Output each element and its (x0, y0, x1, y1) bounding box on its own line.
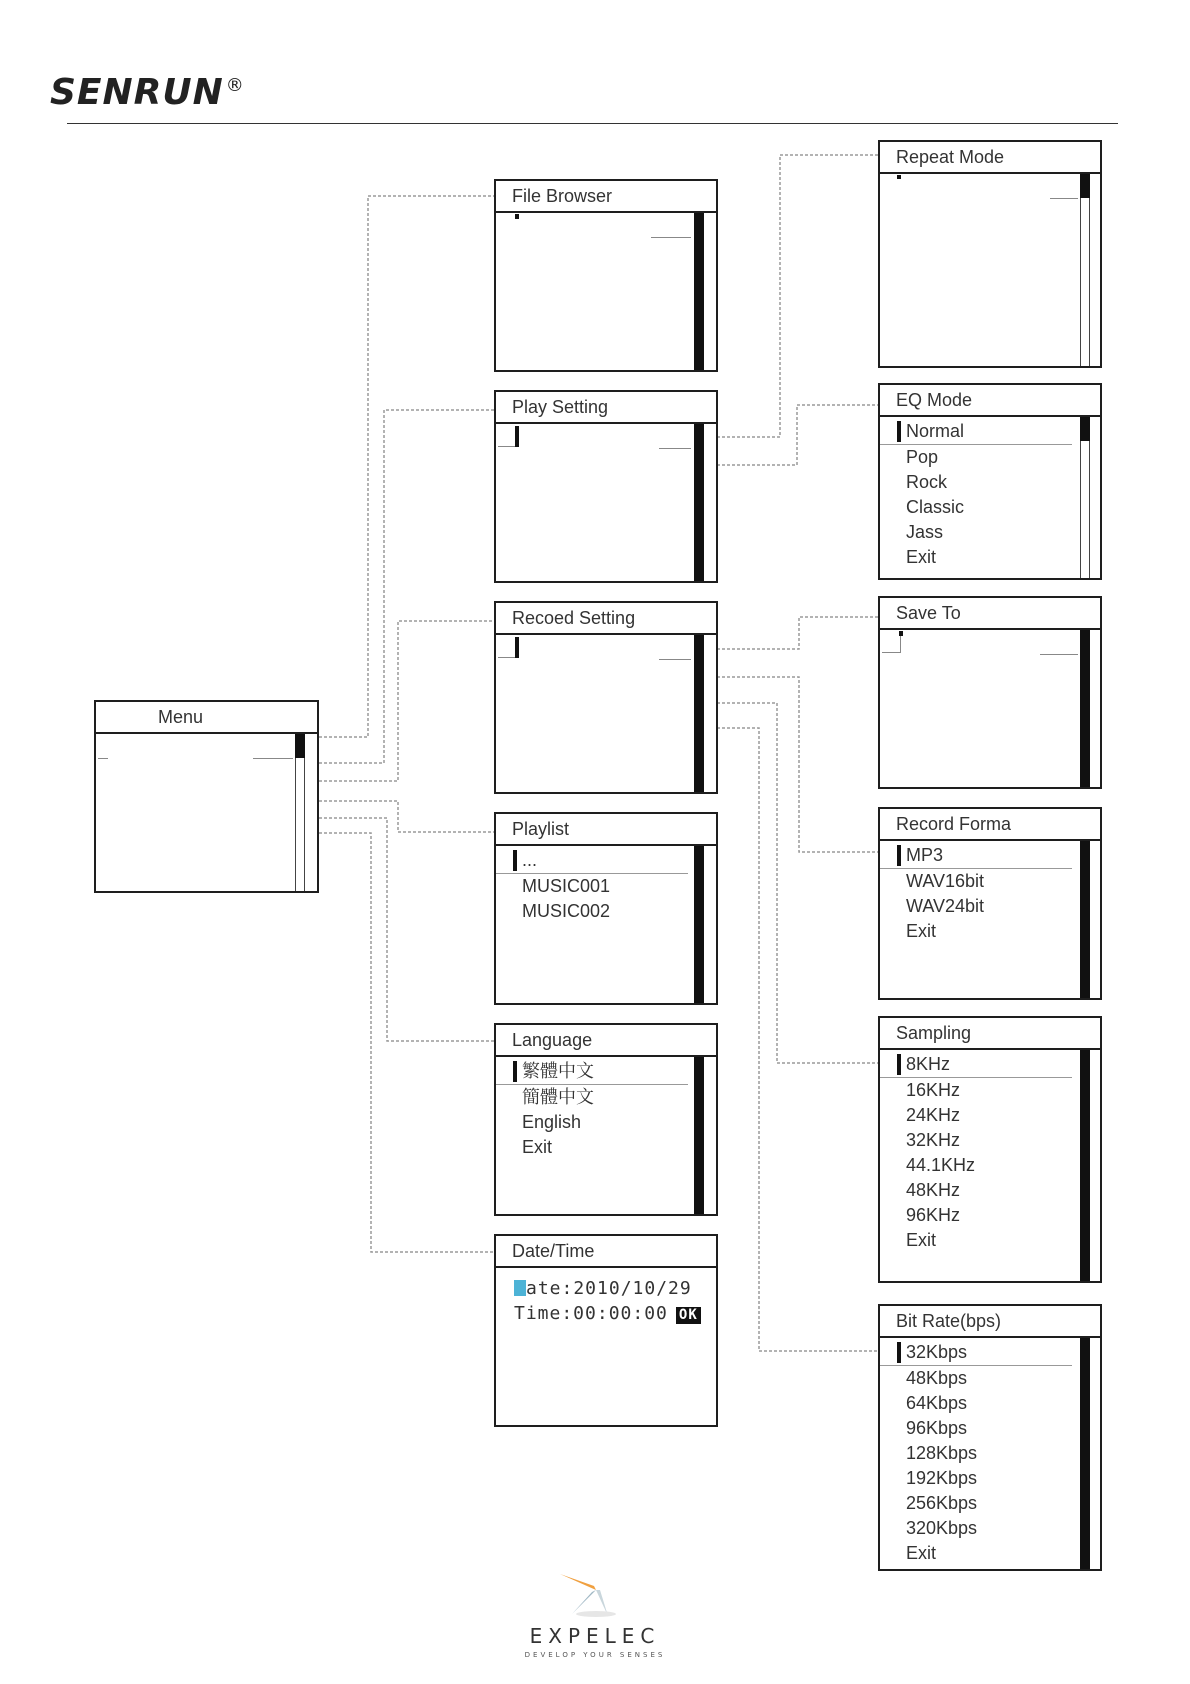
list-item[interactable]: 320Kbps (906, 1518, 978, 1538)
list-item[interactable]: MUSIC001 (522, 876, 611, 896)
record-format-scroll-thumb[interactable] (1080, 841, 1090, 998)
record-format-title: Record Forma (880, 809, 1100, 841)
list-item[interactable]: Exit (522, 1137, 553, 1157)
sampling-title: Sampling (880, 1018, 1100, 1050)
play-setting-screen (494, 390, 718, 583)
link-menu-play-setting (319, 410, 495, 763)
list-item[interactable]: MP3 (880, 843, 1072, 869)
sampling-scrollbar[interactable] (1080, 1050, 1090, 1281)
list-item[interactable]: 32Kbps (880, 1340, 1072, 1366)
list-item[interactable]: 192Kbps (906, 1468, 978, 1488)
link-record-format (717, 677, 880, 852)
list-item[interactable]: 128Kbps (906, 1443, 978, 1463)
list-item[interactable]: ... (496, 848, 688, 874)
list-item[interactable]: 32KHz (906, 1130, 961, 1150)
play-setting-scroll-thumb[interactable] (694, 424, 704, 581)
list-item[interactable]: 24KHz (906, 1105, 961, 1125)
eq-mode-items (880, 419, 1072, 570)
repeat-mode-cursor (897, 175, 901, 179)
language-title: Language (496, 1025, 716, 1057)
language-scrollbar[interactable] (694, 1057, 704, 1214)
menu-screen (94, 700, 319, 893)
list-item[interactable]: Exit (906, 1230, 937, 1250)
record-format-screen (878, 807, 1102, 1000)
list-item[interactable]: Rock (906, 472, 948, 492)
link-play-repeat-mode (717, 155, 880, 437)
file-browser-cursor (515, 214, 519, 219)
list-item[interactable]: 48KHz (906, 1180, 961, 1200)
menu-title: Menu (96, 702, 317, 734)
save-to-row-line (1040, 654, 1078, 655)
link-menu-file-browser (319, 196, 495, 737)
play-setting-row-line (659, 448, 691, 449)
list-item[interactable]: Pop (906, 447, 939, 467)
menu-scrollbar[interactable] (295, 734, 305, 891)
list-item[interactable]: WAV16bit (906, 871, 985, 891)
link-menu-record-setting (319, 621, 495, 781)
bit-rate-items (880, 1340, 1072, 1566)
list-item[interactable]: 簡體中文 (522, 1087, 594, 1107)
sampling-screen (878, 1016, 1102, 1283)
playlist-items (496, 848, 688, 924)
link-record-save-to (717, 617, 880, 649)
file-browser-screen (494, 179, 718, 372)
file-browser-row-line (651, 237, 691, 238)
list-item[interactable]: Exit (906, 547, 937, 567)
list-item[interactable]: Classic (906, 497, 965, 517)
date-value: ate:2010/10/29 (526, 1278, 692, 1299)
list-item[interactable]: 繁體中文 (496, 1059, 688, 1085)
play-setting-cursor (515, 426, 519, 447)
list-item[interactable]: 64Kbps (906, 1393, 968, 1413)
list-item[interactable]: 96KHz (906, 1205, 961, 1225)
playlist-scroll-thumb[interactable] (694, 846, 704, 1003)
menu-row-line-right (253, 758, 293, 759)
save-to-cursor (899, 631, 903, 636)
time-value: Time:00:00:00 (514, 1303, 668, 1324)
repeat-mode-row-line (1050, 198, 1078, 199)
language-items (496, 1059, 688, 1160)
file-browser-scrollbar[interactable] (694, 213, 704, 370)
eq-mode-scrollbar[interactable] (1080, 417, 1090, 578)
sampling-scroll-thumb[interactable] (1080, 1050, 1090, 1281)
playlist-title: Playlist (496, 814, 716, 846)
date-time-screen (494, 1234, 718, 1427)
file-browser-scroll-thumb[interactable] (694, 213, 704, 370)
language-scroll-thumb[interactable] (694, 1057, 704, 1214)
link-menu-language (319, 818, 495, 1041)
record-setting-screen (494, 601, 718, 794)
save-to-screen (878, 596, 1102, 789)
star-logo-icon (560, 1556, 632, 1618)
play-setting-title: Play Setting (496, 392, 716, 424)
record-setting-title: Recoed Setting (496, 603, 716, 635)
date-field[interactable] (514, 1278, 692, 1299)
time-field[interactable] (514, 1303, 701, 1324)
list-item[interactable]: English (522, 1112, 582, 1132)
sampling-items (880, 1052, 1072, 1253)
list-item[interactable]: 44.1KHz (906, 1155, 976, 1175)
link-menu-playlist (319, 801, 495, 832)
playlist-scrollbar[interactable] (694, 846, 704, 1003)
repeat-mode-scroll-thumb[interactable] (1080, 174, 1090, 198)
date-time-title: Date/Time (496, 1236, 716, 1268)
save-to-scroll-thumb[interactable] (1080, 630, 1090, 787)
list-item[interactable]: Normal (880, 419, 1072, 445)
date-cursor (514, 1280, 526, 1296)
bit-rate-title: Bit Rate(bps) (880, 1306, 1100, 1338)
bit-rate-screen (878, 1304, 1102, 1571)
footer-brand-name: EXPELEC (529, 1624, 661, 1648)
list-item[interactable]: 48Kbps (906, 1368, 968, 1388)
record-setting-scroll-thumb[interactable] (694, 635, 704, 792)
file-browser-title: File Browser (496, 181, 716, 213)
repeat-mode-scrollbar[interactable] (1080, 174, 1090, 366)
list-item[interactable]: Jass (906, 522, 944, 542)
footer-tagline: DEVELOP YOUR SENSES (524, 1651, 666, 1659)
record-setting-cursor (515, 637, 519, 658)
link-play-eq-mode (717, 405, 880, 465)
list-item[interactable]: 16KHz (906, 1080, 961, 1100)
repeat-mode-screen (878, 140, 1102, 368)
ok-button[interactable]: OK (676, 1307, 701, 1324)
bit-rate-scrollbar[interactable] (1080, 1338, 1090, 1569)
list-item[interactable]: 8KHz (880, 1052, 1072, 1078)
language-screen (494, 1023, 718, 1216)
list-item[interactable]: Exit (906, 1543, 937, 1563)
record-format-items (880, 843, 1072, 944)
playlist-screen (494, 812, 718, 1005)
repeat-mode-title: Repeat Mode (880, 142, 1100, 174)
list-item[interactable]: WAV24bit (906, 896, 985, 916)
list-item[interactable]: 96Kbps (906, 1418, 968, 1438)
menu-row-line-left (98, 758, 108, 759)
save-to-title: Save To (880, 598, 1100, 630)
list-item[interactable]: Exit (906, 921, 937, 941)
record-setting-scrollbar[interactable] (694, 635, 704, 792)
bit-rate-scroll-thumb[interactable] (1080, 1338, 1090, 1569)
menu-scroll-thumb[interactable] (295, 734, 305, 758)
eq-mode-title: EQ Mode (880, 385, 1100, 417)
eq-mode-screen (878, 383, 1102, 580)
record-setting-row-line (659, 659, 691, 660)
play-setting-scrollbar[interactable] (694, 424, 704, 581)
record-format-scrollbar[interactable] (1080, 841, 1090, 998)
link-menu-date-time (319, 833, 495, 1252)
list-item[interactable]: 256Kbps (906, 1493, 978, 1513)
list-item[interactable]: MUSIC002 (522, 901, 611, 921)
eq-mode-scroll-thumb[interactable] (1080, 417, 1090, 441)
save-to-scrollbar[interactable] (1080, 630, 1090, 787)
senrun-logo: SENRUN ® (50, 72, 245, 113)
